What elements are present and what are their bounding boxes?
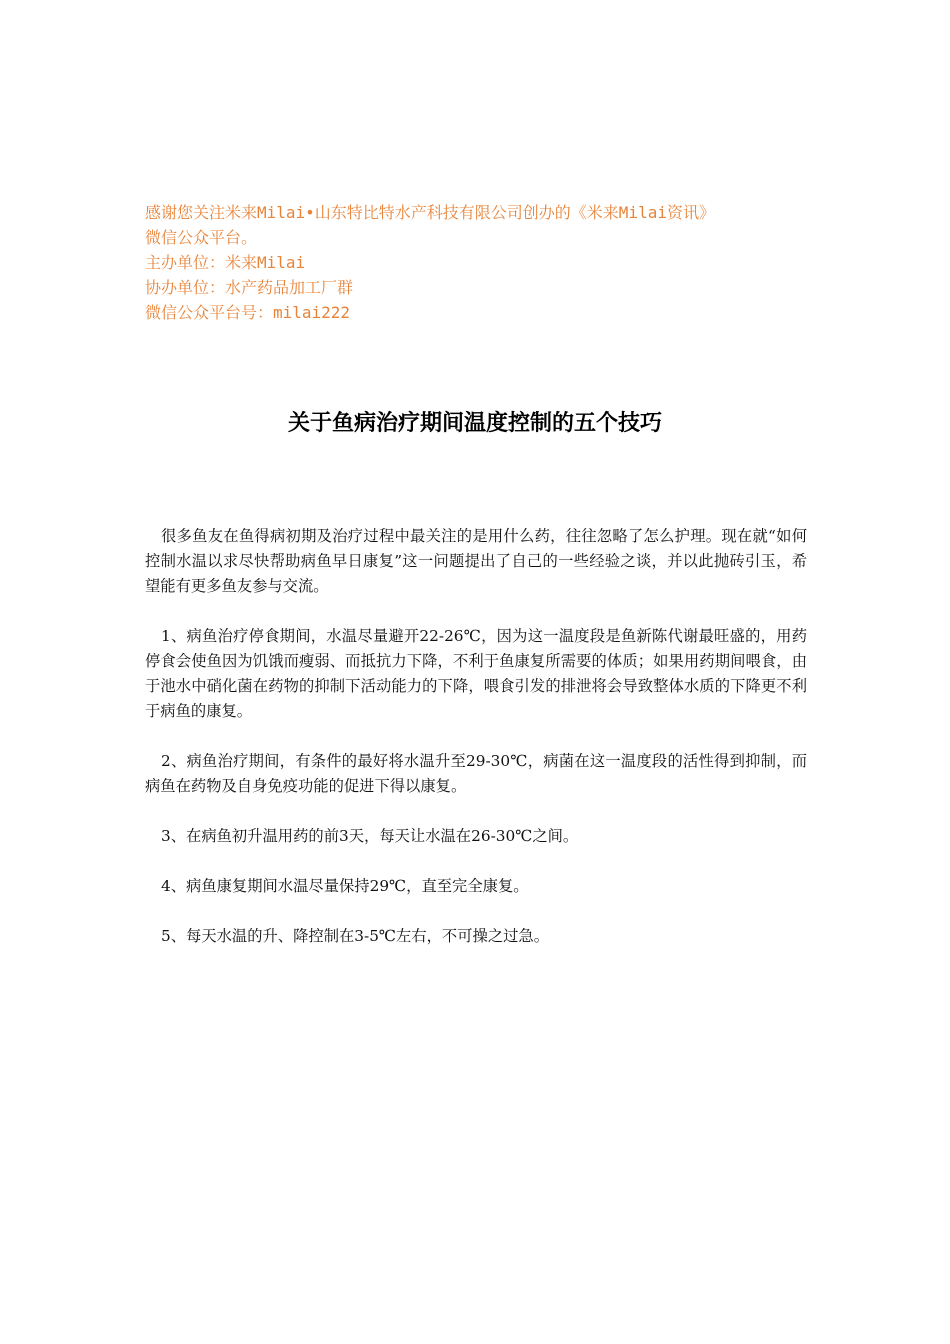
paragraph-tip-3: 3、在病鱼初升温用药的前3天，每天让水温在26-30℃之间。	[161, 827, 579, 845]
article-title: 关于鱼病治疗期间温度控制的五个技巧	[287, 410, 662, 436]
paragraph-tip-5: 5、每天水温的升、降控制在3-5℃左右，不可操之过急。	[161, 927, 550, 945]
host-line: 主办单位：米来Milai	[145, 253, 306, 272]
paragraph-tip-2: 2、病鱼治疗期间，有条件的最好将水温升至29-30℃，病菌在这一温度段的活性得到抑制，而病鱼在药物及自身免疫功能的促进下得以康复。	[145, 752, 807, 795]
paragraph-tip-1: 1、病鱼治疗停食期间，水温尽量避开22-26℃，因为这一温度段是鱼新陈代谢最旺盛的，用药停食会使鱼因为饥饿而瘦弱、而抵抗力下降，不利于鱼康复所需要的体质；如果用药期间喂食，由于池水中硝化菌在药物的抑制下活动能力的下降，喂食引发的排泄将会导致整体水质的下降更不利于病鱼的康复。	[145, 627, 807, 720]
article-body	[145, 524, 807, 974]
paragraph-intro: 很多鱼友在鱼得病初期及治疗过程中最关注的是用什么药，往往忽略了怎么护理。现在就“如何控制水温以求尽快帮助病鱼早日康复”这一问题提出了自己的一些经验之谈，并以此抛砖引玉，希望能有更多鱼友参与交流。	[145, 527, 807, 595]
co-host-line: 协办单位：水产药品加工厂群	[145, 278, 354, 297]
account-line: 微信公众平台号：milai222	[145, 303, 351, 322]
paragraph-tip-4: 4、病鱼康复期间水温尽量保持29℃，直至完全康复。	[161, 877, 529, 895]
intro-line-2: 微信公众平台。	[145, 228, 258, 247]
intro-line-1: 感谢您关注米来Milai•山东特比特水产科技有限公司创办的《米来Milai资讯》	[145, 203, 715, 222]
account-info-block	[145, 200, 825, 325]
